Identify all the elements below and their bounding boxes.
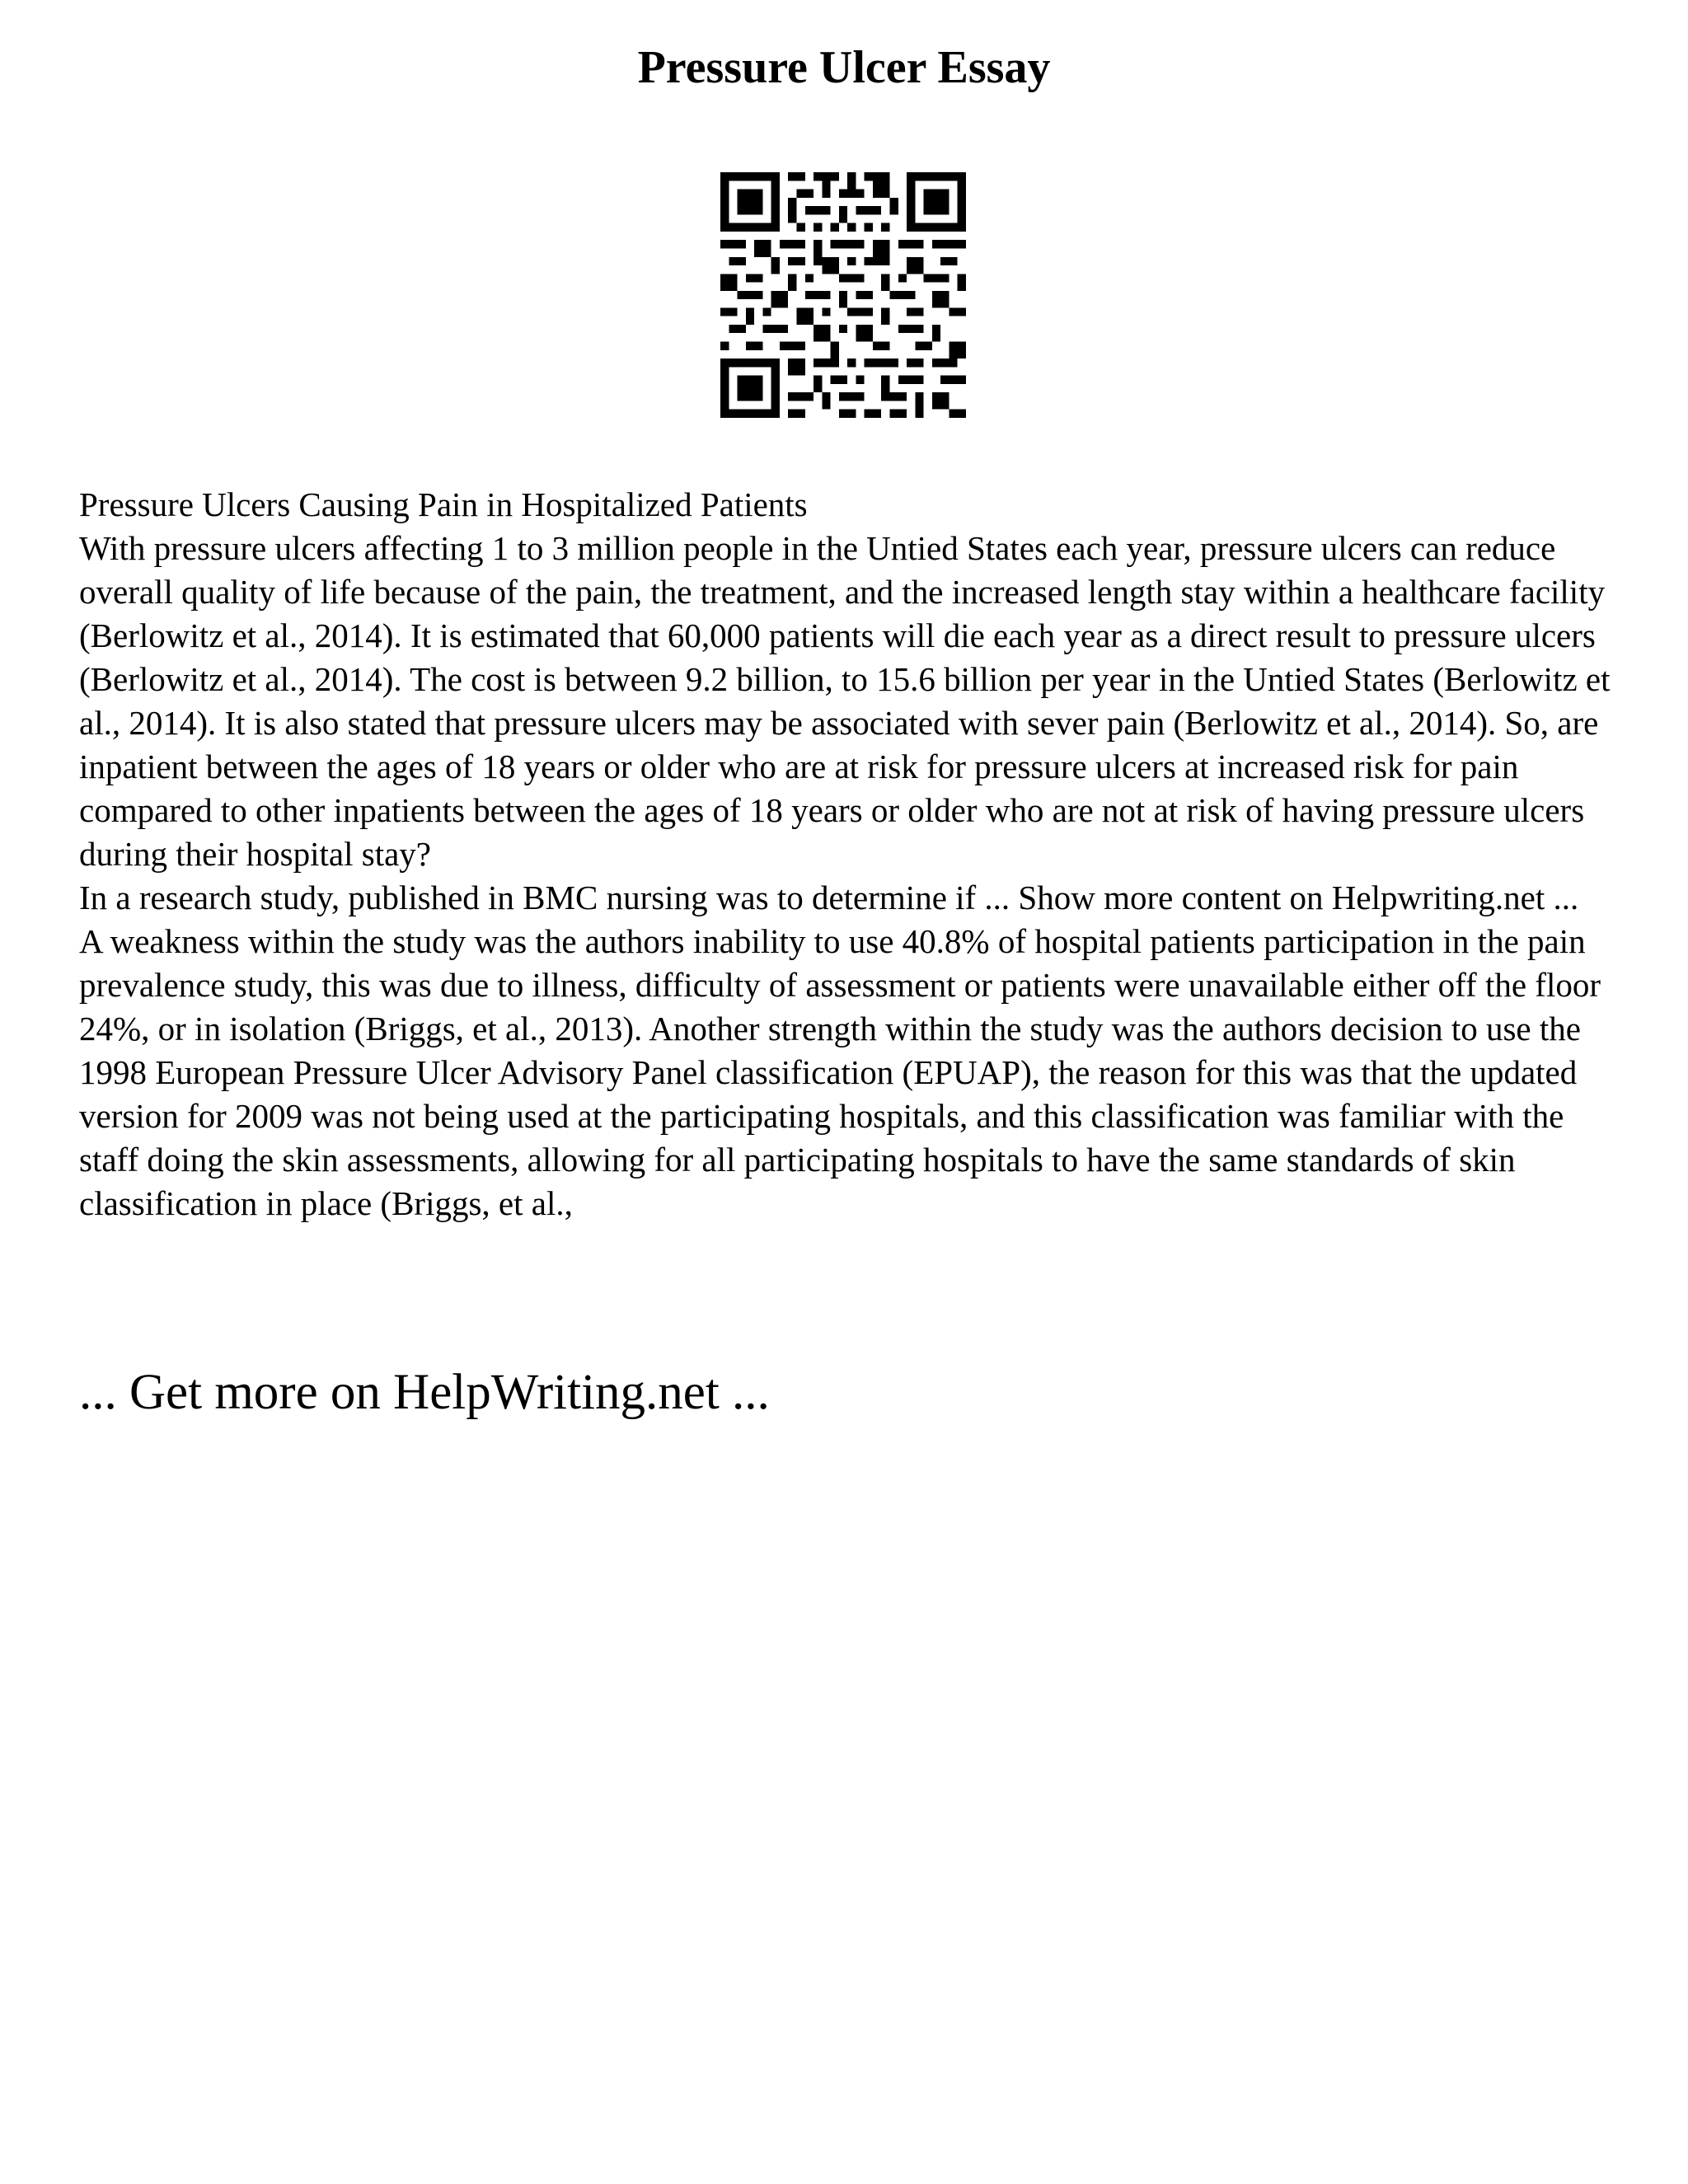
paragraph: With pressure ulcers affecting 1 to 3 million people in the Untied States each year, pressure ulcers can reduce overall quality of life because of the pain, the treatment, and the increased length stay within a healthcare facility (Berlowitz et al., 2014). It is estimated that 60,000 patients will die each year as a direct result to pressure ulcers (Berlowitz et al., 2014). The cost is between 9.2 billion, to 15.6 billion per year in the Untied States (Berlowitz et al., 2014). It is also stated that pressure ulcers may be associated with sever pain (Berlowitz et al., 2014). So, are inpatient between the ages of 18 years or older who are at risk for pressure ulcers at increased risk for pain compared to other inpatients between the ages of 18 years or older who are not at risk of having pressure ulcers during their hospital stay? (79, 529, 1611, 873)
paragraph-teaser: In a research study, published in BMC nursing was to determine if ... Show more content on Helpwriting.net ... (79, 879, 1579, 916)
qr-code-icon (720, 172, 966, 418)
qr-code[interactable] (720, 172, 966, 418)
get-more-link[interactable]: ... Get more on HelpWriting.net ... (79, 1365, 770, 1420)
paragraph: A weakness within the study was the authors inability to use 40.8% of hospital patients participation in the pain prevalence study, this was due to illness, difficulty of assessment or patients were unavailable either off the floor 24%, or in isolation (Briggs, et al., 2013). Another strength within the study was the authors decision to use the 1998 European Pressure Ulcer Advisory Panel classification (EPUAP), the reason for this was that the updated version for 2009 was not being used at the participating hospitals, and this classification was familiar with the staff doing the skin assessments, allowing for all participating hospitals to have the same standards of skin classification in place (Briggs, et al., (79, 922, 1601, 1222)
subheading: Pressure Ulcers Causing Pain in Hospitalized Patients (79, 485, 808, 523)
page-title: Pressure Ulcer Essay (637, 42, 1051, 93)
essay-body (79, 483, 1629, 1226)
